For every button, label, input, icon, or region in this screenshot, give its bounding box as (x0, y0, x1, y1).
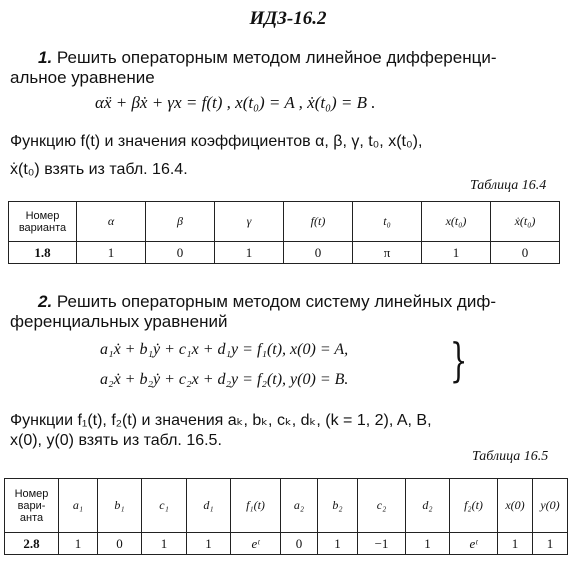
task1-text-line1: Решить операторным методом линейное дифференци- (56, 48, 497, 67)
table2-header-a1: a₁ (59, 479, 98, 533)
table2-header-x0: x(0) (498, 479, 533, 533)
table1-cell: 0 (146, 242, 215, 264)
task1-equation: αẍ + βẋ + γx = f(t) , x(t₀) = A , ẋ(t₀) = B . (95, 93, 376, 112)
table2-cell: 1 (498, 533, 533, 555)
table-16-5 (4, 478, 568, 555)
table2-header-variant: Номер вари- анта (5, 479, 59, 533)
table2-cell: 0 (98, 533, 142, 555)
table1-caption: Таблица 16.4 (470, 178, 547, 193)
task1-number: 1. (38, 48, 53, 67)
table2-header-c2: c₂ (358, 479, 406, 533)
table2-header-b1: b₁ (98, 479, 142, 533)
task1-instruction-line1: Функцию f(t) и значения коэффициентов α, β, γ, t₀, x(t₀), (10, 133, 423, 150)
table2-header-a2: a₂ (281, 479, 318, 533)
table1-header-alpha: α (77, 202, 146, 242)
table2-header-f1: f₁(t) (231, 479, 281, 533)
table-16-4 (8, 201, 560, 264)
table2-header-c1: c₁ (142, 479, 187, 533)
table1-header-beta: β (146, 202, 215, 242)
page-title: ИДЗ-16.2 (249, 8, 327, 29)
table1-cell: 0 (284, 242, 353, 264)
table2-cell: eᵗ (231, 533, 281, 555)
table2-header-b2: b₂ (318, 479, 358, 533)
system-brace: } (449, 333, 468, 387)
task2-instruction-line2: x(0), y(0) взять из табл. 16.5. (10, 432, 222, 449)
task2-line1 (38, 292, 496, 312)
table2-caption: Таблица 16.5 (472, 449, 549, 464)
table2-cell: 2.8 (5, 533, 59, 555)
task2-text-line2: ференциальных уравнений (10, 312, 228, 331)
table1-header-x-t0: x(t₀) (422, 202, 491, 242)
table2-cell: 1 (533, 533, 568, 555)
task1-instruction-line2: ẋ(t₀) взять из табл. 16.4. (10, 161, 188, 178)
table2-cell: eᵗ (450, 533, 498, 555)
task2-equation-1: a₁ẋ + b₁ẏ + c₁x + d₁y = f₁(t), x(0) = A, (100, 341, 349, 358)
table1-cell: 1 (422, 242, 491, 264)
table1-header-xdot-t0: ẋ(t₀) (491, 202, 560, 242)
table1-cell: 0 (491, 242, 560, 264)
task1-line1 (38, 48, 497, 68)
task1-text-line2: альное уравнение (10, 68, 155, 87)
table2-header-d2: d₂ (406, 479, 450, 533)
table1-cell: 1.8 (9, 242, 77, 264)
table1-header-f: f(t) (284, 202, 353, 242)
table1-cell: π (353, 242, 422, 264)
task2-number: 2. (38, 292, 53, 311)
table2-cell: −1 (358, 533, 406, 555)
table1-header-variant: Номер варианта (9, 202, 77, 242)
task2-text-line1: Решить операторным методом систему линейных диф- (56, 292, 496, 311)
table1-header-t0: t₀ (353, 202, 422, 242)
table2-cell: 0 (281, 533, 318, 555)
table2-header-d1: d₁ (187, 479, 231, 533)
task2-equation-2: a₂ẋ + b₂ẏ + c₂x + d₂y = f₂(t), y(0) = B. (100, 371, 349, 388)
table1-header-gamma: γ (215, 202, 284, 242)
task2-instruction-line1: Функции f₁(t), f₂(t) и значения aₖ, bₖ, cₖ, dₖ, (k = 1, 2), A, B, (10, 412, 432, 429)
table2-header-f2: f₂(t) (450, 479, 498, 533)
table2-cell: 1 (406, 533, 450, 555)
table2-cell: 1 (142, 533, 187, 555)
table2-cell: 1 (59, 533, 98, 555)
table1-cell: 1 (215, 242, 284, 264)
table2-cell: 1 (318, 533, 358, 555)
table2-header-y0: y(0) (533, 479, 568, 533)
table2-cell: 1 (187, 533, 231, 555)
table1-cell: 1 (77, 242, 146, 264)
